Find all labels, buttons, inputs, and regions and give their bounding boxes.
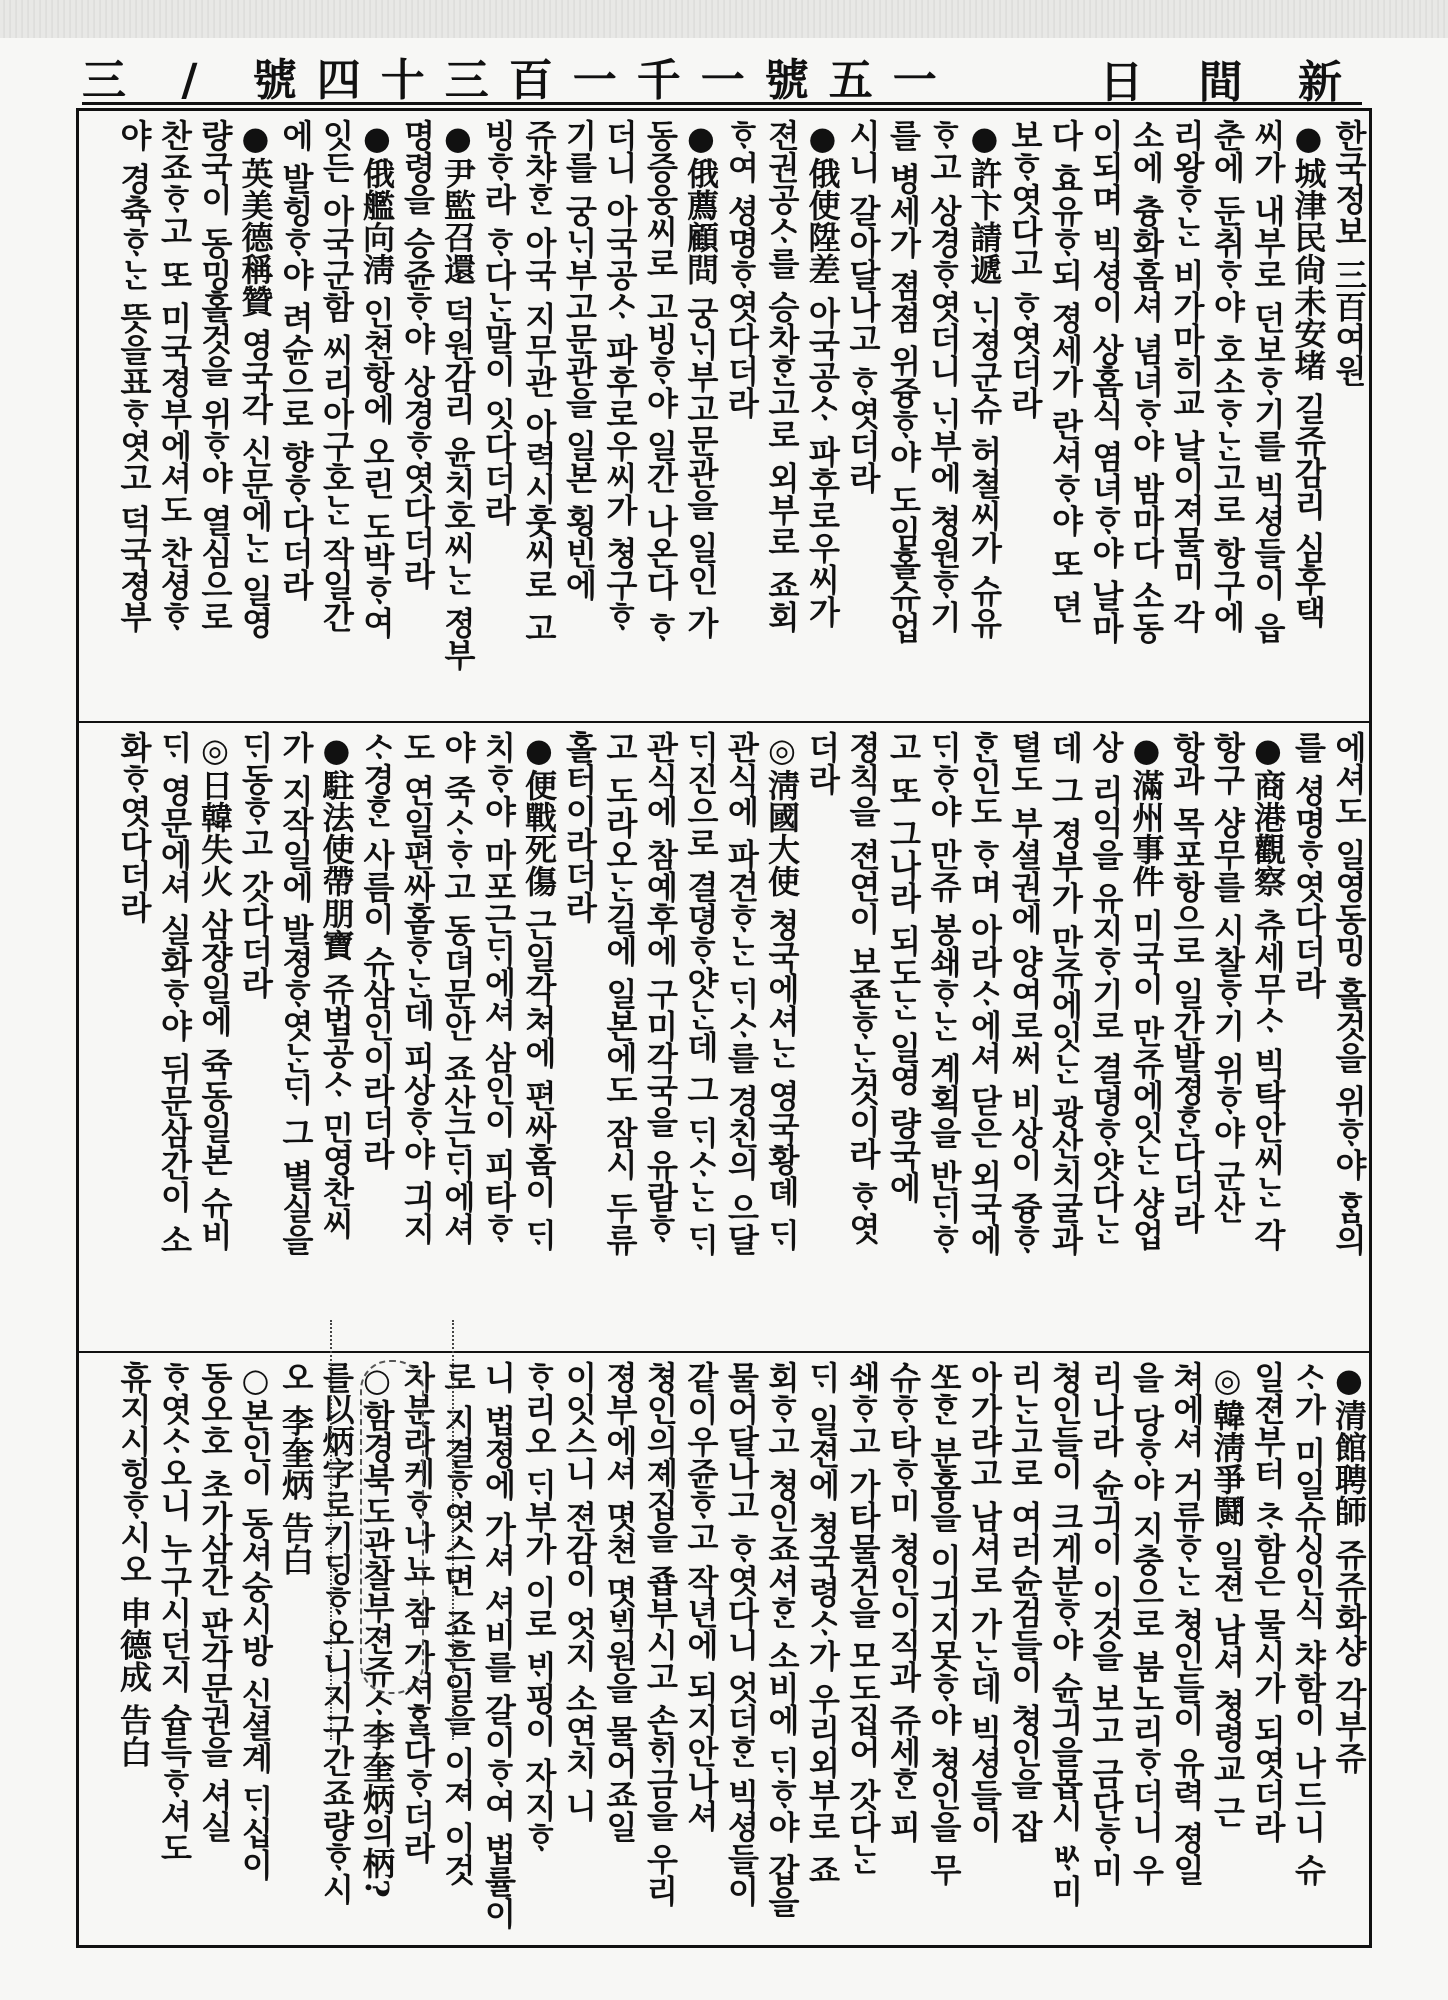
text-column: ●城津民尙未安堵 길쥬감리 심후택 bbox=[1289, 119, 1328, 628]
text-column: 홀터이라더라 bbox=[560, 731, 599, 923]
text-column: 차분라케ᄒᆞ나뇨 참 가셔ᄒᆞᆯ다ᄒᆞ더라 bbox=[398, 1361, 437, 1864]
text-column: 를以炳字로기ᄃᆡᆼᄒᆞ오니지구간죠량ᄒᆞ시 bbox=[317, 1361, 356, 1905]
text-column: 더니 아국공ᄉᆞ 파후로우씨가 쳥구ᄒᆞ bbox=[601, 119, 639, 633]
text-column: ○함경북도관찰부젼쥬ᄉᆞ李奎炳의柄? bbox=[358, 1361, 396, 1898]
text-column: ᄃᆡ 일젼에 쳥국령ᄉᆞ가 우리외부로 죠 bbox=[803, 1361, 842, 1886]
text-column: 리왕ᄒᆞᄂᆞᆫ 비가마히교 날이져물미 각 bbox=[1168, 119, 1206, 633]
scan-edge bbox=[0, 0, 1448, 38]
text-column: 일젼부터 ᄎᆞ함은 물시가 되엿더라 bbox=[1249, 1361, 1287, 1843]
text-column: ●駐法使帶朋寶 쥬법공ᄉᆞ 민영찬씨 bbox=[317, 731, 356, 1240]
article-frame bbox=[76, 108, 1372, 1948]
text-column: 가 지작일에 발졍ᄒᆞ엿ᄂᆞᆫᄃᆡ 그 별실을 bbox=[277, 731, 315, 1256]
text-column: 춘에 둔취ᄒᆞ야 호소ᄒᆞᄂᆞᆫ고로 항구에 bbox=[1208, 119, 1247, 633]
text-column: 오 李奎炳 告白 bbox=[277, 1361, 315, 1576]
text-column: 졍부에셔 몃쳔 몃ᄇᆡᆨ원을 물어죠일 bbox=[601, 1361, 639, 1843]
text-column: 물어달나고 ᄒᆞ엿다니 엇더ᄒᆞᆫ 빅셩들이 bbox=[722, 1361, 761, 1907]
text-column: 같이우쥰ᄒᆞ고 작년에 되지안나셔 bbox=[682, 1361, 720, 1832]
text-column: 을 당ᄒᆞ야 지충으로 붐노리ᄒᆞ더니 우 bbox=[1127, 1361, 1166, 1886]
issue-number: 三 / 號四十三百一千一號五一 bbox=[82, 55, 957, 106]
text-column: 아가랴고 남셔로 가ᄂᆞᆫ데 빅셩들이 bbox=[965, 1361, 1004, 1843]
newspaper-title: 日 間 新 bbox=[1099, 57, 1362, 108]
text-column: 에셔도 일영동밍 홀것을 위ᄒᆞ야 ᄒᆞᆷ의 bbox=[1330, 731, 1368, 1256]
text-column: ●便戰死傷 근일각쳐에 편싸홈이 ᄃᆡ bbox=[520, 731, 558, 1251]
text-column: 로 지결ᄒᆞ엿스면 죠흔일을 이져 이것 bbox=[439, 1361, 477, 1886]
text-column: 항과 목포항으로 일간발졍ᄒᆞᆫ다더라 bbox=[1168, 731, 1206, 1234]
text-column: 리나라 슌긔이 이것을 보고 금단ᄒᆞ미 bbox=[1087, 1361, 1125, 1886]
text-column: 도 연일편싸홈ᄒᆞᄂᆞᆫ데 피상ᄒᆞ야 긔지 bbox=[398, 731, 437, 1245]
text-column: 잇든 아국군함 씨리아구호ᄂᆞᆫ 작일간 bbox=[317, 119, 356, 633]
text-column: ᄒᆞ엿ᄉᆞ오니 누구시던지 슙득ᄒᆞ셔도 bbox=[155, 1361, 194, 1864]
text-column: 한국정보 三百여원 bbox=[1330, 119, 1368, 387]
text-column: 화ᄒᆞ엿다더라 bbox=[115, 731, 153, 923]
text-column: 기를 궁ᄂᆡ부고문관을 일본 횡빈에 bbox=[560, 119, 599, 601]
text-column: 에 발힝ᄒᆞ야 려슌으로 향ᄒᆞ다더라 bbox=[277, 119, 315, 601]
text-column: 동오호 초가삼간 판각문권을 셔실 bbox=[196, 1361, 234, 1843]
seal-stamp bbox=[330, 1320, 454, 1740]
text-column: ◎淸國大使 쳥국에셔ᄂᆞᆫ 영국황뎨 ᄃᆡ bbox=[763, 731, 801, 1251]
text-column: ᄒᆞ고 상경ᄒᆞ엿더니 ᄂᆡ부에 쳥원ᄒᆞ기 bbox=[925, 119, 963, 633]
text-column: ◎日韓失火 삼쟝일에 쥭동일본 슈비 bbox=[196, 731, 234, 1251]
text-column: 니 법졍에 가셔 셔비를 갈이ᄒᆞ여 법률이 bbox=[479, 1361, 518, 1929]
text-column: 를 셩명ᄒᆞ엿다더라 bbox=[1289, 731, 1328, 999]
text-column: ᄉᆞ가 미일슈싱인식 챠함이 나드니 슈 bbox=[1289, 1361, 1328, 1886]
text-column: 명령을 승쥰ᄒᆞ야 상경ᄒᆞ엿다더라 bbox=[398, 119, 437, 590]
text-column: ○본인이 동셔숭시방 신셜계 ᄃᆡ십이 bbox=[236, 1361, 275, 1881]
text-column: ●許卞請遞 ᄂᆡ졍군슈 허쳘씨가 슈유 bbox=[965, 119, 1004, 639]
text-column: ᄒᆞᆫ인도 ᄒᆞ며 아라ᄉᆞ에셔 닫은 외국에 bbox=[965, 731, 1004, 1256]
text-column: 다 효유ᄒᆞ되 졍세가 란셔ᄒᆞ야 또 뎐 bbox=[1046, 119, 1085, 623]
text-column: 상 리익을 유지ᄒᆞ기로 결뎡ᄒᆞ얏다ᄂᆞᆫ bbox=[1087, 731, 1125, 1245]
text-column: 시니 갈아달나고 ᄒᆞ엿더라 bbox=[844, 119, 882, 494]
text-column: ●俄使陞差 아국공ᄉᆞ 파후로우씨가 bbox=[803, 119, 842, 628]
text-column: 야 죽ᄉᆞᄒᆞ고 동뎌문안 죠산근ᄃᆡ에셔 bbox=[439, 731, 477, 1245]
text-column: 치ᄒᆞ야 마포근ᄃᆡ에셔 삼인이 피타ᄒᆞ bbox=[479, 731, 518, 1245]
text-column: 빙ᄒᆞ라 ᄒᆞ다ᄂᆞᆫ말이 잇다더라 bbox=[479, 119, 518, 526]
tier-bottom bbox=[79, 1351, 1369, 1945]
text-column: 이잇스니 젼감이 엇지 소연치 니 bbox=[560, 1361, 599, 1822]
tier-top bbox=[79, 111, 1369, 721]
text-column: ᄯᅩᄒᆞᆫ 분홈을 이긔지못ᄒᆞ야 쳥인을 무 bbox=[925, 1361, 963, 1886]
text-column: ●英美德稱贊 영국각 신문에ᄂᆞᆫ 일영 bbox=[236, 119, 275, 639]
text-column: 휴지시힝ᄒᆞ시오 申德成 告白 bbox=[115, 1361, 153, 1768]
text-column: 쳥인의졔집을 죱부시고 손ᄒᆡ금을 우리 bbox=[641, 1361, 680, 1907]
text-column: 고 또 그나라 되도ᄂᆞᆫ 일영 량국에 bbox=[884, 731, 923, 1203]
text-column: 데 그 졍부가 만쥬에잇ᄂᆞᆫ 광산치굴과 bbox=[1046, 731, 1085, 1256]
text-column: 관식에 파견ᄒᆞᄂᆞᆫ ᄃᆡᄉᆞ를 경친의 으달 bbox=[722, 731, 761, 1256]
seal-stamp-inner bbox=[360, 1360, 424, 1694]
text-column: 야 경츅ᄒᆞᄂᆞᆫ 뜻을표ᄒᆞ엿고 덕국졍부 bbox=[115, 119, 153, 633]
text-column: 고 도라오ᄂᆞᆫ길에 일본에도 잠시 두류 bbox=[601, 731, 639, 1256]
text-column: 회ᄒᆞ고 쳥인죠셔ᄒᆞᆫ 소비에 ᄃᆡᄒᆞ야 갑을 bbox=[763, 1361, 801, 1918]
text-column: 쇄ᄒᆞ고 가타물건을 모도집어 갓다ᄂᆞᆫ bbox=[844, 1361, 882, 1875]
text-column: ◎韓淸爭鬪 일젼 남셔 쳥령교 근 bbox=[1208, 1361, 1247, 1828]
text-column: ●俄艦向淸 인쳔항에 오린 도박ᄒᆞ여 bbox=[358, 119, 396, 639]
text-column: ᄒᆞ여 셩명ᄒᆞ엿다더라 bbox=[722, 119, 761, 419]
text-column: 씨가 내부로 던보ᄒᆞ기를 빅셩들이 읍 bbox=[1249, 119, 1287, 644]
text-column: 젼권공ᄉᆞ를 승차ᄒᆞᆫ고로 외부로 죠회 bbox=[763, 119, 801, 633]
text-column: 를 병세가 졈졈 위즁ᄒᆞ야 도임홀슈업 bbox=[884, 119, 923, 644]
text-column: 동증웅씨로 고빙ᄒᆞ야 일간 나온다 ᄒᆞ bbox=[641, 119, 680, 644]
text-column: ᄃᆡ 영문에셔 실화ᄒᆞ야 뒤문삼간이 소 bbox=[155, 731, 194, 1256]
text-column: 량국이 동밍홀것을 위ᄒᆞ야 열심으로 bbox=[196, 119, 234, 633]
text-column: ᄃᆡ동ᄒᆞ고 갓다더라 bbox=[236, 731, 275, 999]
masthead bbox=[82, 40, 1362, 108]
text-column: ●尹監召還 덕원감리 윤치호씨ᄂᆞᆫ 졍부 bbox=[439, 119, 477, 671]
text-column: 찬죠ᄒᆞ고 또 미국졍부에셔도 찬셩ᄒᆞ bbox=[155, 119, 194, 633]
text-column: 쳥인들이 크게분ᄒᆞ야 슌긔을몹시 ᄡᆞ미 bbox=[1046, 1361, 1085, 1907]
text-column: 보ᄒᆞ엿다고 ᄒᆞ엿더라 bbox=[1006, 119, 1044, 419]
text-column: ᄃᆡ진으로 결뎡ᄒᆞ얏ᄂᆞᆫ데 그 ᄃᆡᄉᆞᄂᆞᆫ ᄃᆡ bbox=[682, 731, 720, 1256]
text-column: ᄉᆞ경ᄒᆞᆫ 사름이 슈삼인이라더라 bbox=[358, 731, 396, 1170]
text-column: 더라 bbox=[803, 731, 842, 795]
text-column: ᄃᆡᄒᆞ야 만쥬 봉쇄ᄒᆞᄂᆞᆫ 계획을 반ᄃᆡᄒᆞ bbox=[925, 731, 963, 1256]
tier-middle bbox=[79, 721, 1369, 1351]
text-column: ●清館聘師 쥬쥬화샹 각부쥬 bbox=[1330, 1361, 1368, 1774]
text-column: 관식에 참예후에 구미각국을 유람ᄒᆞ bbox=[641, 731, 680, 1245]
text-column: ●商港觀察 츄세무ᄉᆞ 빅탁안씨ᄂᆞᆫ 각 bbox=[1249, 731, 1287, 1251]
text-column: 이되며 빅셩이 상홈식 염녀ᄒᆞ야 날마 bbox=[1087, 119, 1125, 644]
text-column: 소에 츙화홈셔 념녀ᄒᆞ야 밤마다 소동 bbox=[1127, 119, 1166, 644]
text-column: 리ᄂᆞᆫ고로 여러슌검들이 쳥인을 잡 bbox=[1006, 1361, 1044, 1843]
text-column: 슈ᄒᆞ타ᄒᆞ미 쳥인이직과 쥬세ᄒᆞᆫ 피 bbox=[884, 1361, 923, 1843]
text-column: 텰도 부셜권에 양여로써 비상이 즁ᄒᆞ bbox=[1006, 731, 1044, 1256]
text-column: 쥬챠ᄒᆞᆫ 아국 지무관 아력시훗씨로 고 bbox=[520, 119, 558, 644]
text-column: ᄒᆞ리오 ᄃᆡ부가 이로 ᄇᆡ핑이 자지ᄒᆞ bbox=[520, 1361, 558, 1854]
text-column: 항구 샹무를 시찰ᄒᆞ기 위ᄒᆞ야 군산 bbox=[1208, 731, 1247, 1224]
text-column: 졍칙을 젼연이 보죤ᄒᆞᄂᆞᆫ것이라 ᄒᆞ엿 bbox=[844, 731, 882, 1245]
text-column: 쳐에셔 거류ᄒᆞᄂᆞᆫ 쳥인들이 유력 졍일 bbox=[1168, 1361, 1206, 1886]
text-column: ●俄薦顧問 궁ᄂᆡ부고문관을 일인 가 bbox=[682, 119, 720, 639]
text-column: ●滿州事件 미국이 만쥬에잇ᄂᆞᆫ 샹업 bbox=[1127, 731, 1166, 1251]
